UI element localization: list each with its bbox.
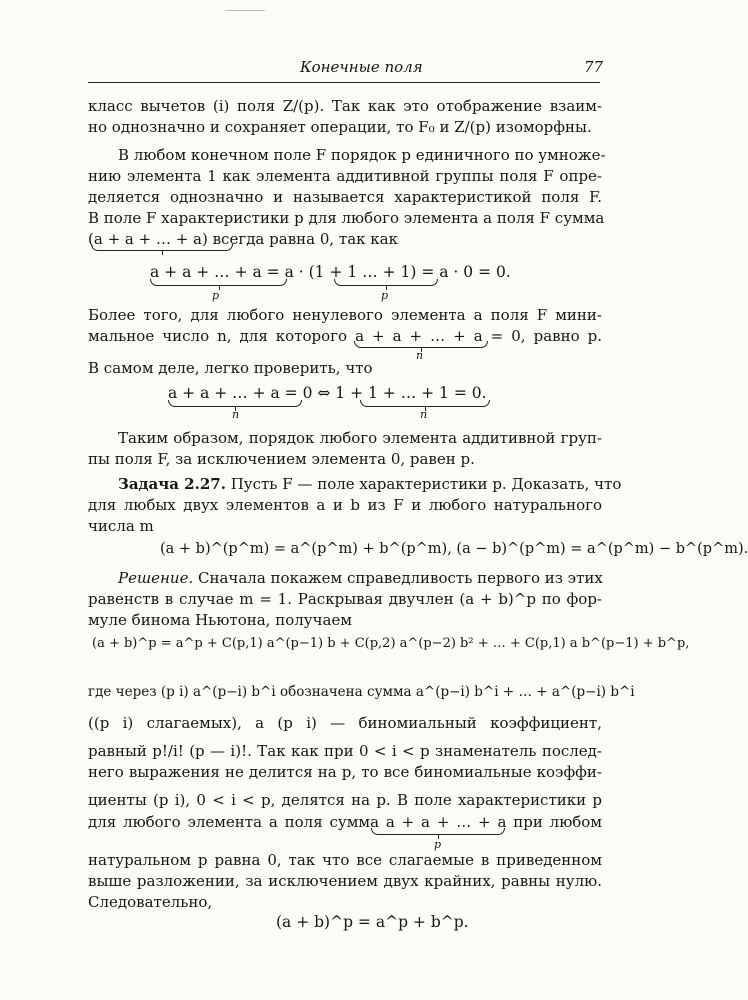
text-line: для любых двух элементов a и b из F и любого натурального [88,496,602,514]
text-line: ((p i) слагаемых), а (p i) — биномиальный коэффициент, [88,714,602,732]
text-line: него выражения не делится на p, то все биномиальные коэффи- [88,763,602,781]
text-line: Более того, для любого ненулевого элемента a поля F мини- [88,306,602,324]
running-title: Конечные поля [300,58,423,76]
eq2-mid: = 0 ⇔ [279,384,336,402]
underbrace [334,279,438,286]
brace-label: n [232,408,240,421]
equation-4: (a + b)^p = a^p + C(p,1) a^(p−1) b + C(p,2) a^(p−2) b² + … + C(p,1) a b^(p−1) + b^p, [92,636,690,651]
solution-label: Решение. [118,569,194,587]
text-line: мальное число n, для которого a + a + … + a = 0, равно p. [88,327,602,345]
text-line: выше разложении, за исключением двух крайних, равны нулю. [88,872,602,890]
solution-text: Сначала покажем справедливость первого из этих [193,569,603,587]
brace-label: p [381,289,389,302]
text-line: В поле F характеристики p для любого элемента a поля F сумма [88,209,605,227]
text-line: натуральном p равна 0, так что все слагаемые в приведенном [88,851,602,869]
text-line: но однозначно и сохраняет операции, то F₀ и Z/(p) изоморфны. [88,118,592,136]
text-line: деляется однозначно и называется характеристикой поля F. [88,188,602,206]
eq1-mid: = a · (1 + 1 … + 1) [261,263,417,281]
underbrace [354,341,488,348]
eq1-left: a + a + … + a [150,263,262,281]
text-line: (a + a + … + a) всегда равна 0, так как [88,230,398,248]
scan-mark [225,10,265,11]
running-header [0,56,664,84]
equation-5: (a + b)^p = a^p + b^p. [276,913,469,931]
equation-3: (a + b)^(p^m) = a^(p^m) + b^(p^m), (a − b)^(p^m) = a^(p^m) − b^(p^m). [160,541,748,557]
task-text: Пусть F — поле характеристики p. Доказать, что [225,475,622,493]
underbrace [150,279,287,286]
eq2-right: 1 + 1 + … + 1 [335,384,449,402]
text-line: В самом деле, легко проверить, что [88,359,373,377]
eq2-left: a + a + … + a [168,384,280,402]
text-line: В любом конечном поле F порядок p единичного по умноже- [118,146,606,164]
brace-label: p [212,289,220,302]
task-label: Задача 2.27. [118,475,226,493]
text-line: где через (p i) a^(p−i) b^i обозначена сумма a^(p−i) b^i + … + a^(p−i) b^i [88,684,635,700]
text-line: равенств в случае m = 1. Раскрывая двучлен (a + b)^p по фор- [88,590,602,608]
brace-label: n [416,349,424,362]
underbrace [91,244,233,251]
header-rule [88,82,600,83]
text-line: пы поля F, за исключением элемента 0, равен p. [88,450,475,468]
text-line: числа m [88,517,154,535]
text-line: муле бинома Ньютона, получаем [88,611,353,629]
text-line: класс вычетов (i) поля Z/(p). Так как это отображение взаим- [88,97,602,115]
text-line: Следовательно, [88,893,213,911]
underbrace [168,400,302,407]
underbrace [371,828,505,835]
text-line: для любого элемента a поля сумма a + a + … + a при любом [88,813,602,831]
text-line: равный p!/i! (p — i)!. Так как при 0 < i < p знаменатель послед- [88,742,602,760]
eq1-right: = a · 0 = 0. [416,263,511,281]
brace-label: p [434,838,442,851]
page-number: 77 [584,58,604,76]
eq2-tail: = 0. [448,384,487,402]
text-line: нию элемента 1 как элемента аддитивной группы поля F опре- [88,167,602,185]
text-line: Таким образом, порядок любого элемента аддитивной груп- [118,429,602,447]
task-line [118,474,622,495]
underbrace [360,400,490,407]
solution-line [118,568,602,589]
text-line: циенты (p i), 0 < i < p, делятся на p. В поле характеристики p [88,791,602,809]
brace-label: n [420,408,428,421]
